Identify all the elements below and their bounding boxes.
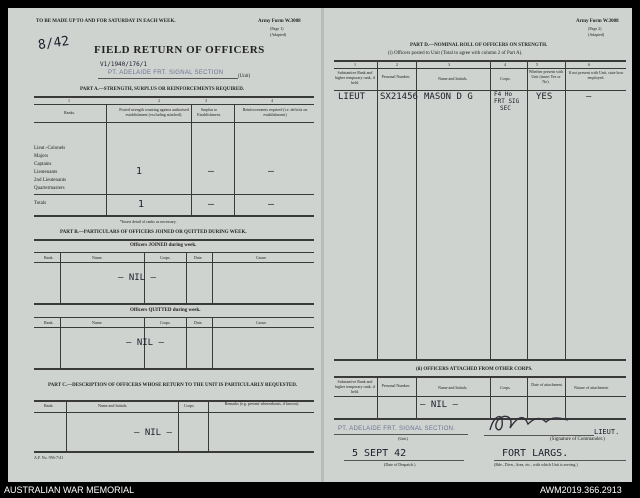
rank-majors: Majors [34, 154, 49, 159]
caption-bar [0, 482, 640, 498]
roll-number: SX21456 [380, 92, 418, 102]
signature-label: (Signature of Commander.) [550, 437, 605, 442]
part-d-title: PART D.—NOMINAL ROLL OF OFFICERS ON STRENGTH. [410, 43, 548, 48]
lieut-strength: 1 [136, 166, 143, 177]
roll-present: YES [536, 92, 553, 102]
page-number: (Page 1) [270, 26, 284, 31]
accession-number: AWM2019.366.2913 [540, 485, 622, 495]
attached-title: (ii) OFFICERS ATTACHED FROM OTHER CORPS. [416, 367, 533, 372]
signature-unit-stamp: PT. ADELAIDE FRT. SIGNAL SECTION. [338, 426, 456, 432]
rank-2nd-lieutenants: 2nd Lieutenants [34, 178, 67, 183]
attached-nil: – NIL – [420, 400, 458, 410]
lieut-surplus: – [208, 166, 215, 177]
rank-quartermasters: Quartermasters [34, 186, 65, 191]
part-a-note: *Insert detail of ranks as necessary. [120, 219, 177, 224]
form-number: Army Form W.3008 [258, 19, 301, 24]
roll-employed: — [586, 92, 592, 102]
date-label: (Date of Despatch.) [384, 462, 416, 467]
quitted-title: Officers QUITTED during week. [130, 308, 201, 313]
rank-captains: Captains [34, 162, 52, 167]
part-d-subtitle: (i) Officers posted to Unit (Total to agree with column 2 of Part A). [388, 51, 523, 56]
totals-surplus: – [208, 199, 215, 210]
part-a-title: PART A.—STRENGTH, SURPLUS OR REINFORCEMENTS REQUIRED. [80, 87, 245, 92]
col-ranks: Ranks. [64, 110, 75, 115]
page-2: Army Form W.3008 (Page 2) (Adapted) PART D.—NOMINAL ROLL OF OFFICERS ON STRENGTH. (i) Officers posted to Unit (Total to agree with column 2 of Part A). 1 2 3 4 5 6 Substantive Rank and higher temporary rank, if held. Personal Number. Name and Initials. Corps. Whether present with Unit (insert Yes or No). If not present with Unit, state how employed. LIEUT SX21456 MASON D G F4 Ho FRT SIG SEC YES — (ii) OFFICERS ATTACHED FROM OTHER CORPS. Substantive Rank and higher temporary rank, if held. Personal Number. Name and Initials. Corps. Date of attachment. Nature of attachment. – NIL – PT. ADELAIDE FRT. SIGNAL SECTION. (Unit) (Signature of Commander.) LIEUT. 5 SEPT 42 (Date of Despatch.) FORT LARGS. (Bde., Divn., Area, etc., with which Unit is serving.) [324, 8, 632, 482]
part-c-title: PART C.—DESCRIPTION OF OFFICERS WHOSE RETURN TO THE UNIT IS PARTICULARLY REQUESTED. [48, 383, 298, 388]
place-label: (Bde., Divn., Area, etc., with which Unit is serving.) [494, 462, 578, 467]
roll-name: MASON D G [424, 92, 473, 102]
lieut-reinforcements: – [268, 166, 275, 177]
col-reinforcements: Reinforcements required (i.e. deficits on establishment) [242, 107, 308, 117]
unit-label: (Unit) [238, 74, 251, 79]
totals-reinforcements: – [268, 199, 275, 210]
adapted-label: (Adapted) [270, 32, 287, 37]
serving-place: FORT LARGS. [502, 448, 569, 459]
rank-lt-col: Lieut.-Colonels [34, 146, 66, 151]
printer-ref: A.F. No. 956-7/41 [34, 455, 64, 460]
top-note: TO BE MADE UP TO AND FOR SATURDAY IN EACH WEEK. [36, 19, 176, 24]
roll-corps-3: SEC [500, 105, 511, 112]
totals-label: Totals [34, 201, 47, 206]
roll-corps: F4 Ho [494, 91, 513, 98]
commander-rank: LIEUT. [594, 428, 620, 436]
part-b-title: PART B.—PARTICULARS OF OFFICERS JOINED OR QUITTED DURING WEEK. [60, 230, 247, 235]
page-1: TO BE MADE UP TO AND FOR SATURDAY IN EACH WEEK. Army Form W.3008 (Page 1) (Adapted) 8/42 FIELD RETURN OF OFFICERS V1/1940/176/1 PT. ADELAIDE FRT. SIGNAL SECTION (Unit) PART A.—STRENGTH, SURPLUS OR REINFORCEMENTS REQUIRED. 1 2 3 4 Ranks. Posted strength counting against authorised establishment (excluding attached). Surplus to Establishment. Reinforcements required (i.e. deficits on establishment) Lieut.-Colonels Majors Captains Lieutenants 2nd Lieutenants Quartermasters 1 – – Totals 1 – – *Insert detail of ranks as necessary. PART B.—PARTICULARS OF OFFICERS JOINED OR QUITTED DURING WEEK. Officers JOINED during week. Rank. Name. Corps. Date. Cause. – NIL – Officers QUITTED during week. Rank. Name. Corps. Date. Cause. – NIL – PART C.—DESCRIPTION OF OFFICERS WHOSE RETURN TO THE UNIT IS PARTICULARLY REQUESTED. Rank. Name and Initials. Corps. Remarks (e.g. present whereabouts, if known). – NIL – A.F. No. 956-7/41 [8, 8, 322, 482]
reference-number: V1/1940/176/1 [100, 61, 147, 68]
part-c-nil: – NIL – [134, 428, 172, 438]
institution-label: AUSTRALIAN WAR MEMORIAL [4, 485, 135, 495]
despatch-date: 5 SEPT 42 [352, 448, 407, 459]
commander-signature [484, 408, 574, 438]
form-sheet [8, 8, 632, 482]
joined-title: Officers JOINED during week. [130, 243, 197, 248]
joined-nil: – NIL – [118, 273, 156, 283]
unit-stamp: PT. ADELAIDE FRT. SIGNAL SECTION [108, 70, 224, 76]
totals-strength: 1 [138, 199, 145, 210]
form-title: FIELD RETURN OF OFFICERS [94, 44, 265, 56]
form-number-2: Army Form W.3008 [576, 19, 619, 24]
roll-rank: LIEUT [338, 92, 366, 102]
quitted-nil: – NIL – [126, 338, 164, 348]
handwritten-date-ref: 8/42 [37, 33, 71, 54]
col-surplus: Surplus to Establishment. [197, 107, 221, 117]
roll-corps-2: FRT SIG [494, 98, 520, 105]
rank-lieutenants: Lieutenants [34, 170, 58, 175]
col-posted-strength: Posted strength counting against authorised establishment (excluding attached). [119, 107, 189, 117]
